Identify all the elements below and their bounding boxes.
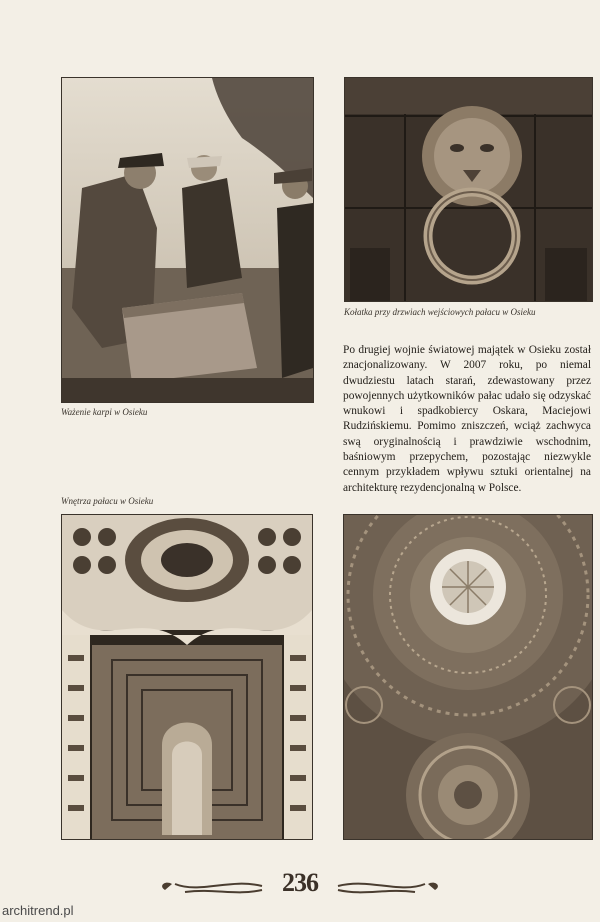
- photo-carp-weighing: [61, 77, 314, 403]
- dome-ceiling-illustration: [344, 515, 592, 839]
- watermark: architrend.pl: [2, 903, 74, 918]
- photo-door-knocker: [344, 77, 593, 302]
- caption-interiors: Wnętrza pałacu w Osieku: [61, 496, 154, 506]
- photo-dome-ceiling: [343, 514, 593, 840]
- lion-door-knocker-illustration: [345, 78, 592, 301]
- photo-interior-arches: [61, 514, 313, 840]
- interior-arches-illustration: [62, 515, 312, 839]
- caption-carp-weighing: Ważenie karpi w Osieku: [61, 407, 148, 417]
- page-number: 236: [282, 868, 318, 897]
- carp-weighing-illustration: [62, 78, 313, 402]
- body-paragraph: Po drugiej wojnie światowej majątek w Osieku został znacjonalizowany. W 2007 roku, po niemal dwudziestu latach starań, zdewastowany przez powojennych użytkowników pałac udało się odzyskać wnukowi i spadkobiercy Oskara, Maciejowi Rudzińskiemu. Pomimo zniszczeń, wciąż zachwyca swą oryginalnością i prawdziwie wschodnim, baśniowym przepychem, pozostając niezwykle cennym przykładem wpływu sztuki orientalnej na architekturę rezydencjonalną w Polsce.: [343, 344, 591, 494]
- caption-door-knocker: Kołatka przy drzwiach wejściowych pałacu w Osieku: [344, 307, 536, 317]
